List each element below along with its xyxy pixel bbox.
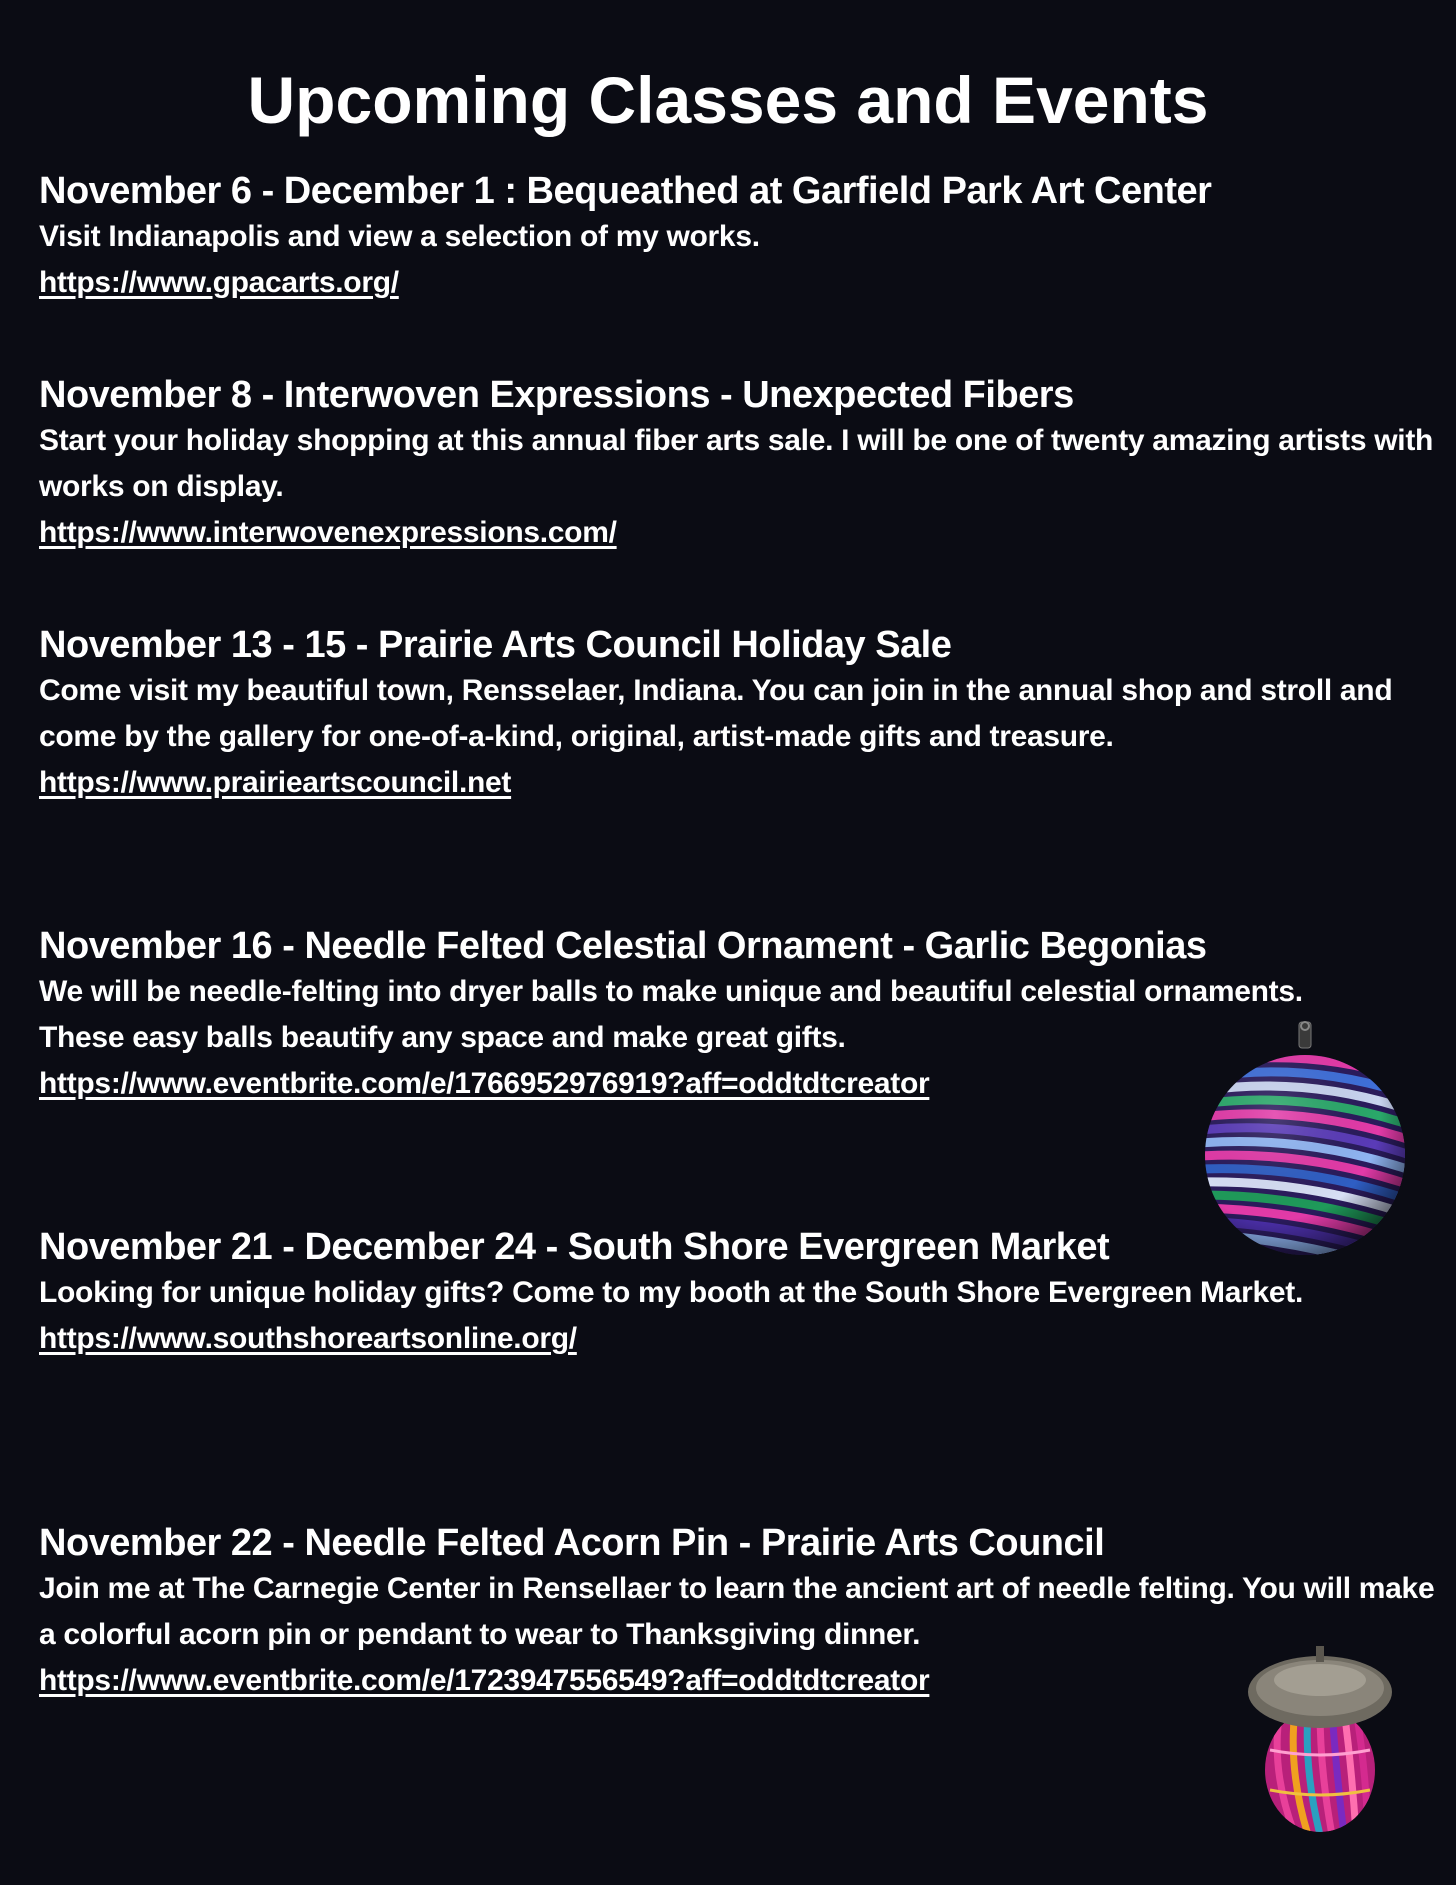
- event-description: Come visit my beautiful town, Rensselaer, Indiana. You can join in the annual shop and stroll and come by the gallery for one-of-a-kind, original, artist-made gifts and treasure.: [39, 674, 1393, 753]
- event-item: [39, 372, 1439, 556]
- felted-acorn-image: [1240, 1640, 1400, 1840]
- felted-ornament-image: [1200, 1020, 1410, 1260]
- event-heading: November 6 - December 1 : Bequeathed at Garfield Park Art Center: [39, 170, 1212, 212]
- page-title: Upcoming Classes and Events: [247, 63, 1209, 137]
- event-link[interactable]: https://www.prairieartscouncil.net: [39, 766, 512, 799]
- event-description: Visit Indianapolis and view a selection of my works.: [39, 220, 760, 253]
- event-heading: November 13 - 15 - Prairie Arts Council Holiday Sale: [39, 624, 952, 666]
- event-item: [39, 622, 1439, 806]
- event-item: [39, 1520, 1439, 1704]
- event-item: [39, 168, 1439, 306]
- event-heading: November 16 - Needle Felted Celestial Ornament - Garlic Begonias: [39, 925, 1207, 967]
- event-description: Start your holiday shopping at this annual fiber arts sale. I will be one of twenty amazing artists with works on display.: [39, 424, 1434, 503]
- event-description: We will be needle-felting into dryer balls to make unique and beautiful celestial ornaments. These easy balls beautify any space and make great gifts.: [39, 975, 1303, 1054]
- event-link[interactable]: https://www.eventbrite.com/e/1766952976919?aff=oddtdtcreator: [39, 1067, 930, 1100]
- event-heading: November 22 - Needle Felted Acorn Pin - Prairie Arts Council: [39, 1522, 1105, 1564]
- event-link[interactable]: https://www.southshoreartsonline.org/: [39, 1322, 577, 1355]
- event-heading: November 21 - December 24 - South Shore Evergreen Market: [39, 1226, 1110, 1268]
- event-description: Join me at The Carnegie Center in Rensellaer to learn the ancient art of needle felting. You will make a colorful acorn pin or pendant to wear to Thanksgiving dinner.: [39, 1572, 1435, 1651]
- event-link[interactable]: https://www.eventbrite.com/e/1723947556549?aff=oddtdtcreator: [39, 1664, 930, 1697]
- event-heading: November 8 - Interwoven Expressions - Unexpected Fibers: [39, 374, 1074, 416]
- event-description: Looking for unique holiday gifts? Come to my booth at the South Shore Evergreen Market.: [39, 1276, 1303, 1309]
- event-link[interactable]: https://www.gpacarts.org/: [39, 266, 399, 299]
- event-link[interactable]: https://www.interwovenexpressions.com/: [39, 516, 617, 549]
